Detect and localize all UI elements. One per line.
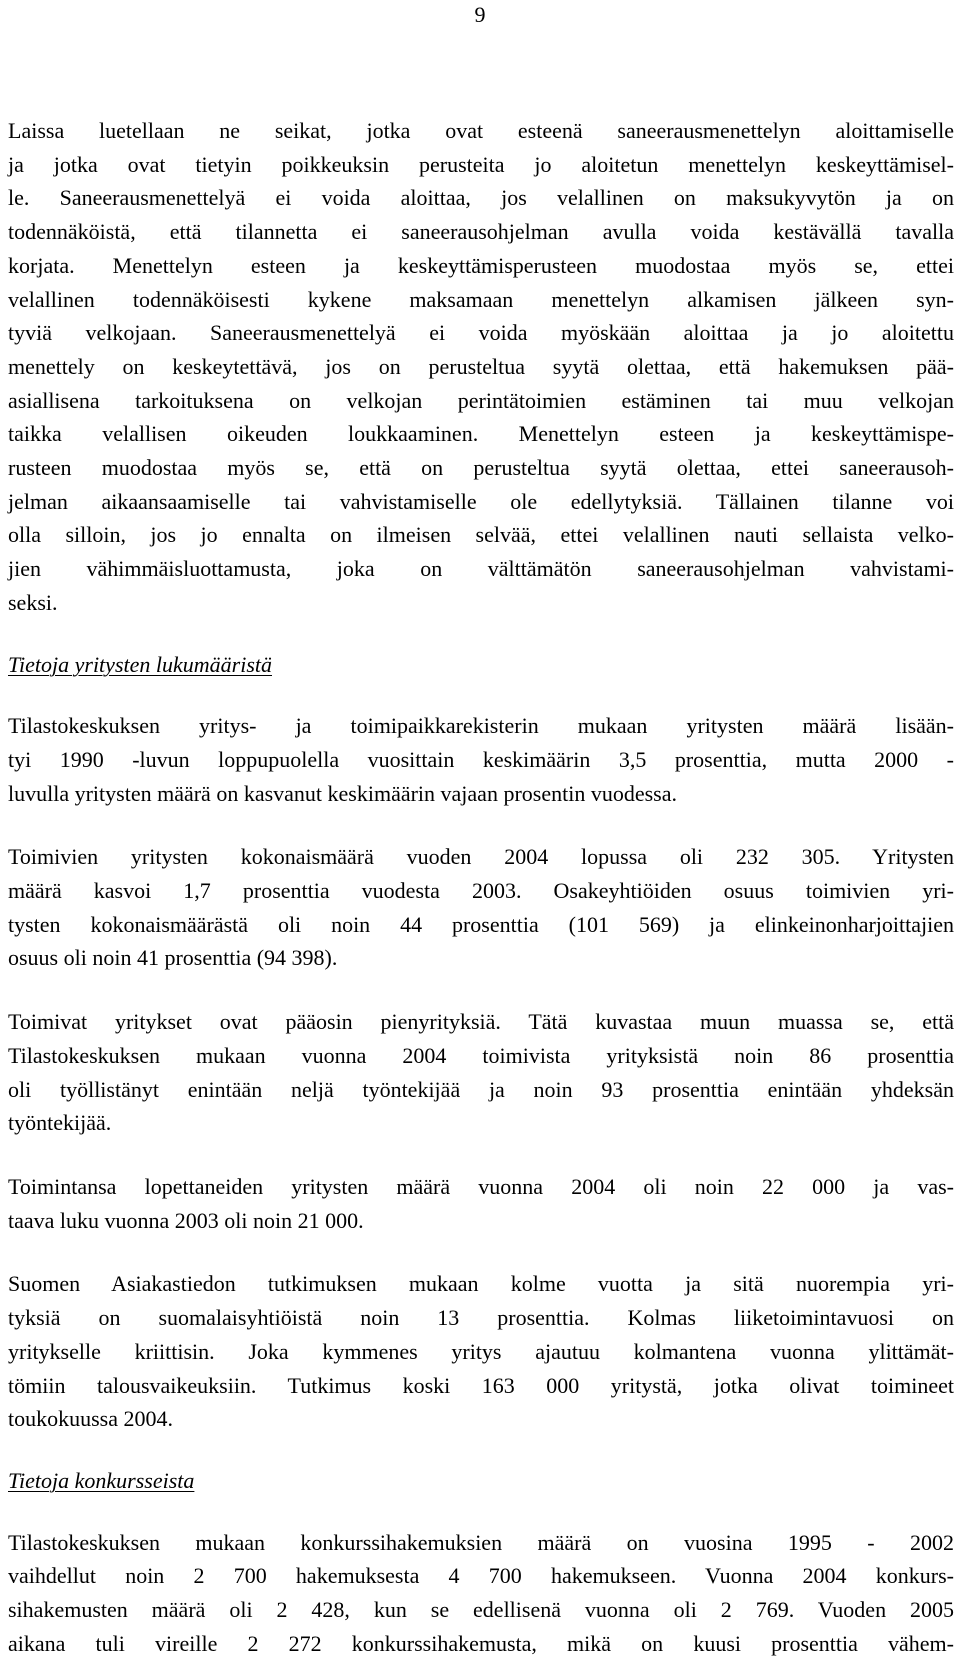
text-line: oli työllistänyt enintään neljä työntekijää ja noin 93 prosenttia enintään yhdeksän xyxy=(8,1076,954,1102)
paragraph xyxy=(8,1267,954,1436)
block-spacer xyxy=(8,810,954,840)
block-spacer xyxy=(8,975,954,1005)
page-number: 9 xyxy=(474,2,486,27)
text-line: työntekijää. xyxy=(8,1110,112,1136)
text-line: toukokuussa 2004. xyxy=(8,1406,173,1432)
block-spacer xyxy=(8,1140,954,1170)
text-line: Laissa luetellaan ne seikat, jotka ovat esteenä saneerausmenettelyn aloittamiselle xyxy=(8,118,954,143)
section-heading: Tietoja konkursseista xyxy=(8,1467,195,1493)
paragraph xyxy=(8,114,954,620)
block-spacer xyxy=(8,681,954,709)
block-spacer xyxy=(8,620,954,648)
text-line: tyviä velkojaan. Saneerausmenettelyä ei voida myöskään aloittaa ja jo aloitettu xyxy=(8,320,954,346)
text-line: jelman aikaansaamiselle tai vahvistamiselle ole edellytyksiä. Tällainen tilanne voi xyxy=(8,488,954,514)
text-line: Tilastokeskuksen mukaan vuonna 2004 toimivista yrityksistä noin 86 prosenttia xyxy=(8,1042,954,1068)
text-line: rusteen muodostaa myös se, että on perusteltua syytä olettaa, ettei saneerausoh- xyxy=(8,455,954,481)
text-line: Toimivat yritykset ovat pääosin pienyrityksiä. Tätä kuvastaa muun muassa se, että xyxy=(8,1009,954,1035)
block-spacer xyxy=(8,1436,954,1464)
text-line: tyksiä on suomalaisyhtiöistä noin 13 prosenttia. Kolmas liiketoimintavuosi on xyxy=(8,1305,954,1331)
text-line: määrä kasvoi 1,7 prosenttia vuodesta 2003. Osakeyhtiöiden osuus toimivien yri- xyxy=(8,878,954,904)
text-line: luvulla yritysten määrä on kasvanut keskimäärin vajaan prosentin vuodessa. xyxy=(8,780,677,806)
block-spacer xyxy=(8,1498,954,1526)
text-line: osuus oli noin 41 prosenttia (94 398). xyxy=(8,945,338,971)
text-line: Tilastokeskuksen mukaan konkurssihakemuksien määrä on vuosina 1995 - 2002 xyxy=(8,1529,954,1555)
text-line: Toimivien yritysten kokonaismäärä vuoden 2004 lopussa oli 232 305. Yritysten xyxy=(8,844,954,870)
text-line: korjata. Menettelyn esteen ja keskeyttämisperusteen muodostaa myös se, ettei xyxy=(8,252,954,278)
text-line: Tilastokeskuksen yritys- ja toimipaikkarekisterin mukaan yritysten määrä lisään- xyxy=(8,713,954,739)
paragraph xyxy=(8,1526,954,1661)
text-line: olla silloin, jos jo ennalta on ilmeisen selvää, ettei velallinen nauti sellaista velko- xyxy=(8,522,954,548)
text-line: Toimintansa lopettaneiden yritysten määrä vuonna 2004 oli noin 22 000 ja vas- xyxy=(8,1173,954,1199)
text-line: tysten kokonaismäärästä oli noin 44 prosenttia (101 569) ja elinkeinonharjoittajien xyxy=(8,911,954,937)
text-line: taava luku vuonna 2003 oli noin 21 000. xyxy=(8,1207,364,1233)
block-spacer xyxy=(8,1237,954,1267)
document-body xyxy=(8,114,954,1660)
section-heading: Tietoja yritysten lukumääristä xyxy=(8,651,272,677)
text-line: taikka velallisen oikeuden loukkaaminen. Menettelyn esteen ja keskeyttämispe- xyxy=(8,421,954,447)
paragraph xyxy=(8,1170,954,1237)
text-line: ja jotka ovat tietyin poikkeuksin perusteita jo aloitetun menettelyn keskeyttämisel- xyxy=(8,151,954,177)
text-line: menettely on keskeytettävä, jos on perusteltua syytä olettaa, että hakemuksen pää- xyxy=(8,353,954,379)
paragraph xyxy=(8,840,954,975)
text-line: todennäköistä, että tilannetta ei saneerausohjelman avulla voida kestävällä tavalla xyxy=(8,219,954,245)
text-line: asiallisena tarkoituksena on velkojan perintätoimien estäminen tai muu velkojan xyxy=(8,387,954,413)
paragraph xyxy=(8,709,954,810)
paragraph xyxy=(8,1005,954,1140)
text-line: sihakemusten määrä oli 2 428, kun se edellisenä vuonna oli 2 769. Vuoden 2005 xyxy=(8,1597,954,1623)
text-line: aikana tuli vireille 2 272 konkurssihakemusta, mikä on kuusi prosenttia vähem- xyxy=(8,1630,954,1656)
text-line: tyi 1990 -luvun loppupuolella vuosittain keskimäärin 3,5 prosenttia, mutta 2000 - xyxy=(8,746,954,772)
text-line: le. Saneerausmenettelyä ei voida aloittaa, jos velallinen on maksukyvytön ja on xyxy=(8,185,954,211)
text-line: Suomen Asiakastiedon tutkimuksen mukaan kolme vuotta ja sitä nuorempia yri- xyxy=(8,1271,954,1297)
text-line: velallinen todennäköisesti kykene maksamaan menettelyn alkamisen jälkeen syn- xyxy=(8,286,954,312)
text-line: jien vähimmäisluottamusta, joka on välttämätön saneerausohjelman vahvistami- xyxy=(8,556,954,582)
text-line: tömiin talousvaikeuksiin. Tutkimus koski 163 000 yritystä, jotka olivat toimineet xyxy=(8,1372,954,1398)
text-line: seksi. xyxy=(8,589,58,615)
text-line: yritykselle kriittisin. Joka kymmenes yritys ajautuu kolmantena vuonna ylittämät- xyxy=(8,1338,954,1364)
text-line: vaihdellut noin 2 700 hakemuksesta 4 700 hakemukseen. Vuonna 2004 konkurs- xyxy=(8,1563,954,1589)
